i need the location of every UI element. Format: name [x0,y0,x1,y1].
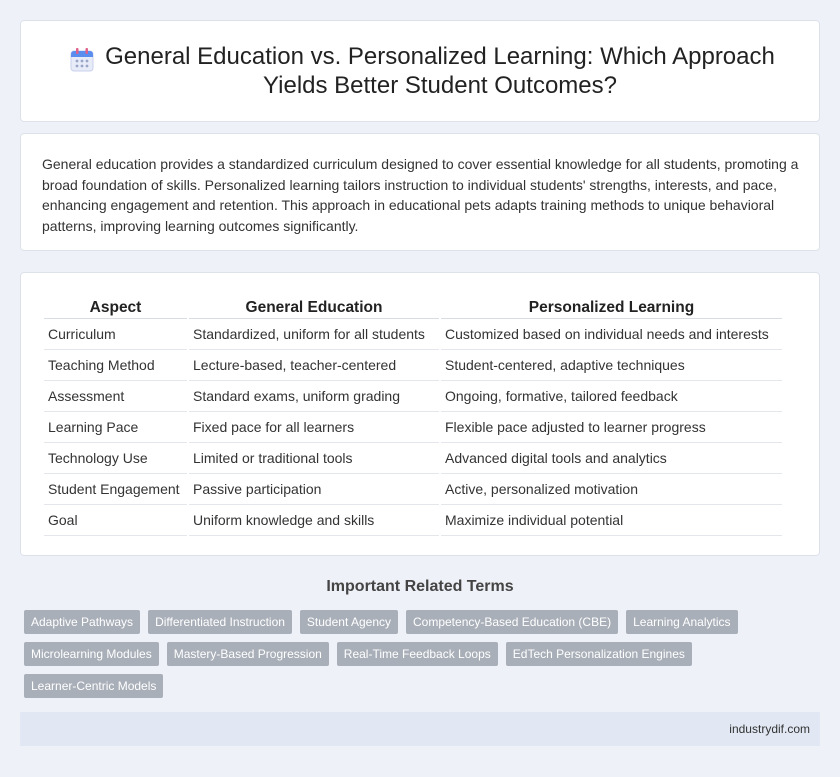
table-row [44,474,782,505]
cell-aspect: Assessment [44,381,187,412]
cell-personalized: Maximize individual potential [441,505,782,536]
table-row [44,319,782,350]
tag-real-time-feedback-loops[interactable]: Real-Time Feedback Loops [337,642,498,666]
table-row [44,443,782,474]
table-row [44,350,782,381]
comparison-table-card [20,272,820,556]
tag-microlearning-modules[interactable]: Microlearning Modules [24,642,159,666]
tag-competency-based-education[interactable]: Competency-Based Education (CBE) [406,610,618,634]
cell-aspect: Learning Pace [44,412,187,443]
header-aspect: Aspect [44,297,187,319]
tag-student-agency[interactable]: Student Agency [300,610,398,634]
cell-general: Standardized, uniform for all students [189,319,439,350]
tag-differentiated-instruction[interactable]: Differentiated Instruction [148,610,292,634]
tag-learner-centric-models[interactable]: Learner-Centric Models [24,674,163,698]
cell-personalized: Flexible pace adjusted to learner progress [441,412,782,443]
intro-card [20,133,820,251]
footer [20,712,820,746]
cell-general: Passive participation [189,474,439,505]
header-general-education: General Education [189,297,439,319]
cell-personalized: Customized based on individual needs and interests [441,319,782,350]
cell-aspect: Student Engagement [44,474,187,505]
cell-personalized: Active, personalized motivation [441,474,782,505]
cell-general: Fixed pace for all learners [189,412,439,443]
cell-personalized: Student-centered, adaptive techniques [441,350,782,381]
table-header-row [44,297,782,319]
cell-aspect: Technology Use [44,443,187,474]
tag-edtech-personalization-engines[interactable]: EdTech Personalization Engines [506,642,692,666]
cell-personalized: Ongoing, formative, tailored feedback [441,381,782,412]
cell-aspect: Teaching Method [44,350,187,381]
cell-general: Limited or traditional tools [189,443,439,474]
title-wrap [21,21,819,121]
comparison-table [42,297,784,536]
table-row [44,412,782,443]
header-personalized-learning: Personalized Learning [441,297,782,319]
cell-general: Standard exams, uniform grading [189,381,439,412]
intro-paragraph: General education provides a standardized curriculum designed to cover essential knowledge for all students, promoting a broad foundation of skills. Personalized learning tailors instruction to individual students' strengths, interests, and pace, enhancing engagement and retention. This approach in educational pets adapts training methods to unique behavioral patterns, improving learning outcomes significantly. [42,156,799,234]
tag-learning-analytics[interactable]: Learning Analytics [626,610,737,634]
related-terms-title: Important Related Terms [326,578,514,595]
cell-aspect: Curriculum [44,319,187,350]
tag-adaptive-pathways[interactable]: Adaptive Pathways [24,610,140,634]
table-row [44,505,782,536]
cell-personalized: Advanced digital tools and analytics [441,443,782,474]
cell-general: Uniform knowledge and skills [189,505,439,536]
tag-mastery-based-progression[interactable]: Mastery-Based Progression [167,642,329,666]
cell-aspect: Goal [44,505,187,536]
cell-general: Lecture-based, teacher-centered [189,350,439,381]
footer-site-link[interactable]: industrydif.com [729,722,810,736]
table-row [44,381,782,412]
title-card [20,20,820,122]
page-title: General Education vs. Personalized Learning: Which Approach Yields Better Student Outcomes? [105,43,775,99]
related-terms-list [24,610,824,698]
